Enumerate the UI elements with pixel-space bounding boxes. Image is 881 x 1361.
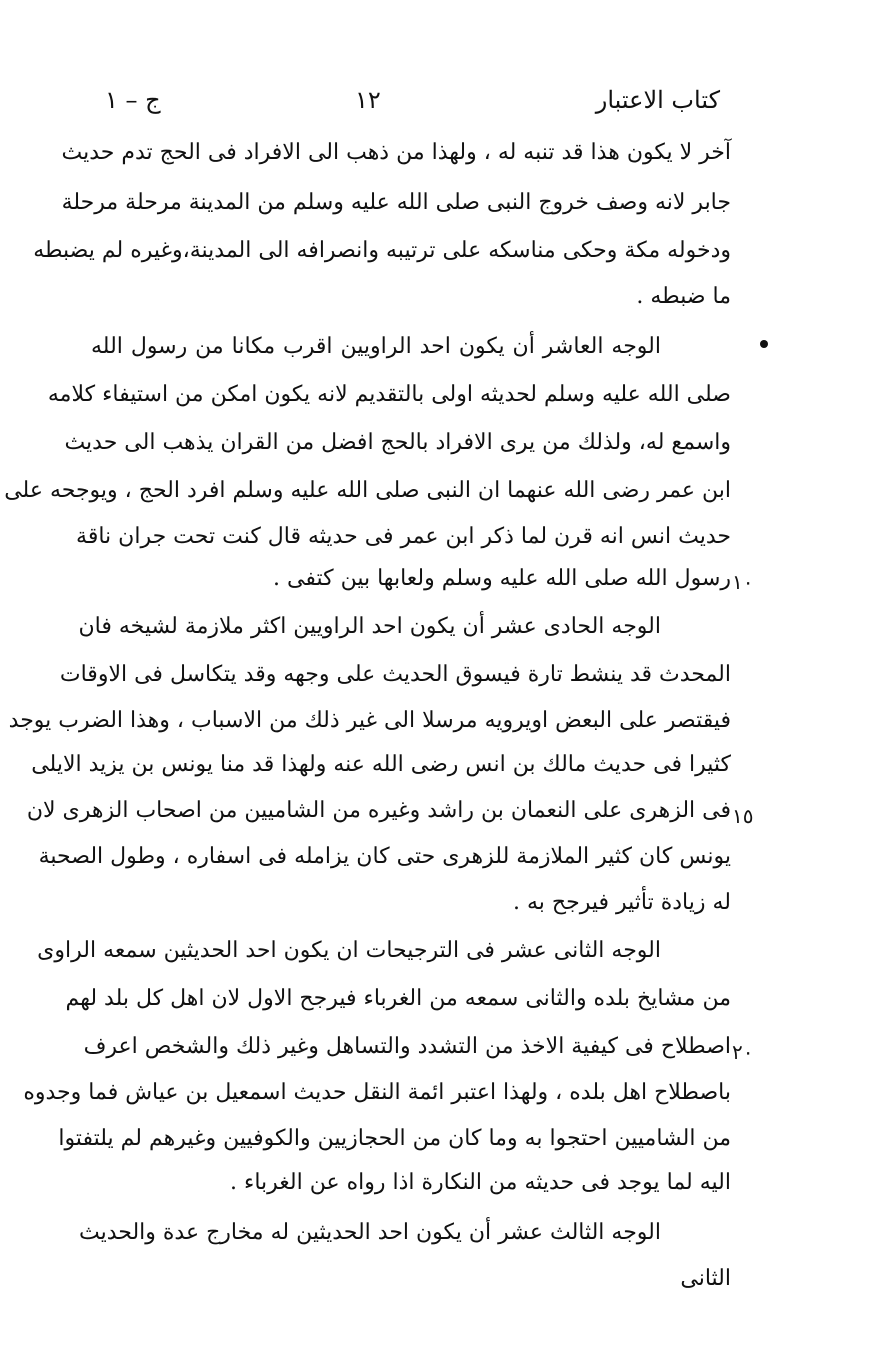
text-line: اصطلاح فى كيفية الاخذ من التشدد والتساهل وغير ذلك والشخص اعرف xyxy=(83,1034,731,1059)
text-line: من الشاميين احتجوا به وما كان من الحجازيين والكوفيين وغيرهم لم يلتفتوا xyxy=(58,1126,731,1151)
text-line: صلى الله عليه وسلم لحديثه اولى بالتقديم لانه يكون امكن من استيفاء كلامه xyxy=(47,382,731,407)
text-line: له زيادة تأثير فيرجح به . xyxy=(513,890,731,915)
text-line: كثيرا فى حديث مالك بن انس رضى الله عنه ولهذا قد منا يونس بن يزيد الايلى xyxy=(31,752,731,777)
text-line: ما ضبطه . xyxy=(636,284,731,309)
text-line: جابر لانه وصف خروج النبى صلى الله عليه وسلم من المدينة مرحلة مرحلة xyxy=(61,190,731,215)
text-line: الوجه الثالث عشر أن يكون احد الحديثين له مخارج عدة والحديث xyxy=(78,1220,661,1245)
text-line: الوجه الثانى عشر فى الترجيحات ان يكون احد الحديثين سمعه الراوى xyxy=(37,938,661,963)
text-line: واسمع له، ولذلك من يرى الافراد بالحج افضل من القران يذهب الى حديث xyxy=(64,430,731,455)
bullet-mark xyxy=(760,340,768,348)
text-line: ودخوله مكة وحكى مناسكه على ترتيبه وانصرافه الى المدينة،وغيره لم يضبطه xyxy=(33,238,731,263)
text-line: رسول الله صلى الله عليه وسلم ولعابها بين كتفى . xyxy=(273,566,731,591)
text-line: اليه لما يوجد فى حديثه من النكارة اذا رواه عن الغرباء . xyxy=(230,1170,731,1195)
text-line: الوجه الحادى عشر أن يكون احد الراويين اكثر ملازمة لشيخه فان xyxy=(78,614,661,639)
text-line: يونس كان كثير الملازمة للزهرى حتى كان يزامله فى اسفاره ، وطول الصحبة xyxy=(38,844,731,869)
text-line: فى الزهرى على النعمان بن راشد وغيره من الشاميين من اصحاب الزهرى لان xyxy=(26,798,731,823)
text-line: الثانى xyxy=(680,1266,731,1291)
text-line: حديث انس انه قرن لما ذكر ابن عمر فى حديثه قال كنت تحت جران ناقة xyxy=(76,524,731,549)
line-number-20: ٢٠ xyxy=(732,1040,754,1064)
book-title: كتاب الاعتبار xyxy=(595,86,720,114)
text-line: آخر لا يكون هذا قد تنبه له ، ولهذا من ذهب الى الافراد فى الحج تدم حديث xyxy=(61,140,731,165)
page-number: ١٢ xyxy=(355,86,381,114)
page-header xyxy=(90,86,720,126)
volume-label: ج – ١ xyxy=(105,86,161,114)
text-line: المحدث قد ينشط تارة فيسوق الحديث على وجهه وقد يتكاسل فى الاوقات xyxy=(59,662,731,687)
text-line: ابن عمر رضى الله عنهما ان النبى صلى الله عليه وسلم افرد الحج ، ويوجحه على xyxy=(4,478,731,503)
text-line: فيقتصر على البعض اويرويه مرسلا الى غير ذلك من الاسباب ، وهذا الضرب يوجد xyxy=(8,708,731,733)
text-line: باصطلاح اهل بلده ، ولهذا اعتبر ائمة النقل حديث اسمعيل بن عياش فما وجدوه xyxy=(23,1080,731,1105)
line-number-10: ١٠ xyxy=(732,570,754,594)
text-line: الوجه العاشر أن يكون احد الراويين اقرب مكانا من رسول الله xyxy=(91,334,661,359)
line-number-15: ١٥ xyxy=(732,804,754,828)
text-line: من مشايخ بلده والثانى سمعه من الغرباء فيرجح الاول لان اهل كل بلد لهم xyxy=(65,986,731,1011)
